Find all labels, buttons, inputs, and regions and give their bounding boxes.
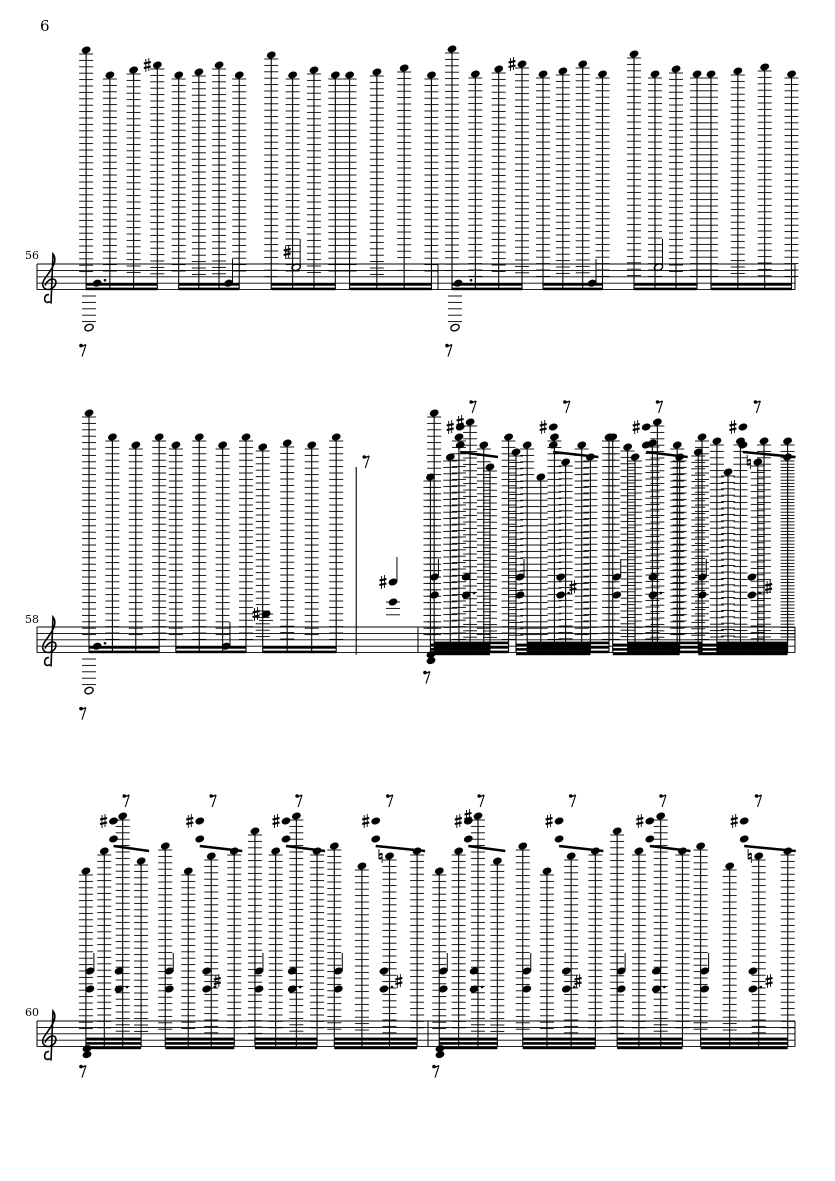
note-head bbox=[566, 852, 576, 861]
note-head bbox=[154, 433, 164, 442]
dot bbox=[573, 986, 576, 989]
beam bbox=[263, 651, 336, 654]
note-head bbox=[108, 817, 118, 826]
dot bbox=[760, 986, 763, 989]
note-head bbox=[281, 835, 291, 844]
note-head bbox=[118, 812, 128, 821]
note-head bbox=[753, 458, 763, 467]
natural-sign bbox=[379, 849, 382, 863]
note-head bbox=[558, 67, 568, 76]
note-head bbox=[379, 985, 389, 994]
eighth-rest bbox=[432, 1065, 439, 1078]
note-head bbox=[759, 437, 769, 446]
note-head bbox=[465, 418, 475, 427]
beam bbox=[165, 1047, 234, 1050]
beam bbox=[516, 644, 590, 647]
note-head bbox=[503, 433, 513, 442]
note-head bbox=[548, 441, 558, 450]
eighth-rest bbox=[295, 794, 302, 807]
dot bbox=[104, 279, 107, 282]
note-head bbox=[494, 65, 504, 74]
beam bbox=[613, 644, 680, 647]
treble-clef bbox=[43, 617, 56, 667]
note-head bbox=[194, 68, 204, 77]
note-head bbox=[331, 433, 341, 442]
treble-clef bbox=[43, 254, 56, 304]
note-head bbox=[549, 433, 559, 442]
sharp-sign bbox=[362, 814, 369, 828]
sharp-sign bbox=[729, 420, 736, 434]
note-head bbox=[307, 441, 317, 450]
note-head bbox=[747, 573, 757, 582]
note-head bbox=[287, 71, 297, 80]
note-head bbox=[447, 45, 457, 54]
beam bbox=[334, 1038, 417, 1041]
note-head bbox=[650, 70, 660, 79]
eighth-rest bbox=[477, 794, 484, 807]
note-head bbox=[174, 71, 184, 80]
note-head bbox=[92, 279, 102, 288]
beam bbox=[350, 283, 432, 286]
note-head bbox=[747, 591, 757, 600]
beam bbox=[701, 1047, 788, 1050]
note-head bbox=[291, 812, 301, 821]
note-head bbox=[645, 835, 655, 844]
note-head bbox=[218, 441, 228, 450]
note-head bbox=[426, 656, 436, 665]
dot bbox=[391, 986, 394, 989]
note-head bbox=[214, 61, 224, 70]
measure-number-58: 58 bbox=[25, 613, 39, 626]
note-head bbox=[536, 473, 546, 482]
note-head bbox=[92, 642, 102, 651]
sharp-sign bbox=[447, 420, 454, 434]
note-head bbox=[754, 852, 764, 861]
beam bbox=[430, 648, 490, 651]
note-head bbox=[648, 591, 658, 600]
note-head bbox=[652, 418, 662, 427]
dot bbox=[126, 986, 129, 989]
sharp-sign bbox=[100, 814, 107, 828]
beam bbox=[516, 648, 590, 651]
note-head bbox=[556, 573, 566, 582]
note-head bbox=[271, 847, 281, 856]
note-head bbox=[672, 441, 682, 450]
note-head bbox=[266, 51, 276, 60]
beam bbox=[698, 648, 787, 651]
note-head bbox=[634, 847, 644, 856]
beam bbox=[271, 288, 335, 291]
note-head bbox=[748, 967, 758, 976]
note-head bbox=[629, 50, 639, 59]
sharp-sign bbox=[731, 814, 738, 828]
beam bbox=[701, 1042, 788, 1045]
beam bbox=[523, 1038, 596, 1041]
note-head bbox=[287, 967, 297, 976]
beam bbox=[86, 288, 157, 291]
eighth-rest bbox=[754, 400, 761, 413]
note-head bbox=[434, 867, 444, 876]
note-head bbox=[152, 61, 162, 70]
beam bbox=[439, 1038, 497, 1041]
note-head bbox=[560, 458, 570, 467]
sharp-sign bbox=[575, 974, 582, 988]
note-head bbox=[760, 63, 770, 72]
note-head bbox=[450, 323, 460, 332]
note-head bbox=[455, 423, 465, 432]
note-head bbox=[748, 985, 758, 994]
note-head bbox=[479, 441, 489, 450]
beam bbox=[452, 288, 522, 291]
note-head bbox=[517, 60, 527, 69]
note-head bbox=[696, 842, 706, 851]
beam bbox=[701, 1038, 788, 1041]
note-head bbox=[82, 1050, 92, 1059]
beam bbox=[176, 646, 246, 649]
beam bbox=[86, 1042, 141, 1045]
note-head bbox=[577, 441, 587, 450]
note-head bbox=[435, 1050, 445, 1059]
note-head bbox=[712, 437, 722, 446]
note-head bbox=[309, 66, 319, 75]
note-head bbox=[287, 985, 297, 994]
note-head bbox=[426, 71, 436, 80]
sharp-sign bbox=[569, 580, 576, 594]
note-head bbox=[108, 835, 118, 844]
note-head bbox=[485, 463, 495, 472]
dot bbox=[473, 592, 476, 595]
beam bbox=[543, 288, 603, 291]
eighth-rest bbox=[755, 794, 762, 807]
note-head bbox=[81, 867, 91, 876]
note-head bbox=[183, 867, 193, 876]
note-head bbox=[84, 323, 94, 332]
beam bbox=[255, 1042, 317, 1045]
note-head bbox=[429, 409, 439, 418]
note-head bbox=[786, 70, 796, 79]
note-head bbox=[733, 67, 743, 76]
note-head bbox=[454, 847, 464, 856]
beam bbox=[89, 651, 159, 654]
sharp-sign bbox=[509, 57, 516, 71]
eighth-rest bbox=[362, 455, 369, 468]
beam bbox=[255, 1047, 317, 1050]
sharp-sign bbox=[144, 58, 151, 72]
measure-number-60: 60 bbox=[25, 1006, 39, 1019]
beam bbox=[334, 1042, 417, 1045]
note-head bbox=[648, 573, 658, 582]
beam bbox=[460, 452, 498, 457]
note-head bbox=[522, 441, 532, 450]
beam bbox=[165, 1038, 234, 1041]
beam bbox=[86, 1047, 141, 1050]
beam bbox=[452, 283, 522, 286]
eighth-rest bbox=[79, 344, 86, 357]
note-head bbox=[399, 64, 409, 73]
note-head bbox=[706, 70, 716, 79]
note-head bbox=[330, 71, 340, 80]
note-head bbox=[651, 967, 661, 976]
beam bbox=[523, 1042, 596, 1045]
beam bbox=[711, 283, 792, 286]
note-head bbox=[241, 433, 251, 442]
sharp-sign bbox=[766, 974, 773, 988]
note-head bbox=[725, 862, 735, 871]
sharp-sign bbox=[633, 420, 640, 434]
note-head bbox=[250, 827, 260, 836]
note-head bbox=[492, 857, 502, 866]
beam bbox=[263, 646, 336, 649]
beam bbox=[179, 288, 240, 291]
note-head bbox=[671, 65, 681, 74]
natural-sign bbox=[748, 849, 751, 863]
eighth-rest bbox=[659, 794, 666, 807]
note-head bbox=[455, 441, 465, 450]
measure-number-56: 56 bbox=[25, 249, 39, 262]
sharp-sign bbox=[273, 814, 280, 828]
note-head bbox=[641, 423, 651, 432]
eighth-rest bbox=[386, 794, 393, 807]
note-head bbox=[84, 686, 94, 695]
sharp-sign bbox=[455, 814, 462, 828]
note-head bbox=[511, 448, 521, 457]
eighth-rest bbox=[79, 1065, 86, 1078]
beam bbox=[430, 644, 490, 647]
note-head bbox=[454, 433, 464, 442]
note-head bbox=[723, 468, 733, 477]
beam bbox=[698, 644, 787, 647]
note-head bbox=[194, 433, 204, 442]
beam bbox=[86, 1038, 141, 1041]
beam bbox=[165, 1042, 234, 1045]
note-head bbox=[84, 409, 94, 418]
note-head bbox=[107, 433, 117, 442]
beam bbox=[698, 653, 787, 656]
note-head bbox=[99, 847, 109, 856]
dot bbox=[470, 279, 473, 282]
note-head bbox=[105, 71, 115, 80]
note-head bbox=[202, 967, 212, 976]
beam bbox=[617, 1047, 682, 1050]
beam bbox=[468, 846, 505, 851]
beam bbox=[334, 1047, 417, 1050]
page-number: 6 bbox=[40, 17, 50, 35]
beam bbox=[176, 651, 246, 654]
dot bbox=[104, 642, 107, 645]
note-head bbox=[171, 441, 181, 450]
note-head bbox=[645, 817, 655, 826]
beam bbox=[255, 1038, 317, 1041]
system-3 bbox=[37, 794, 796, 1077]
note-head bbox=[371, 835, 381, 844]
note-head bbox=[371, 817, 381, 826]
dot bbox=[660, 592, 663, 595]
beam bbox=[711, 288, 792, 291]
note-head bbox=[453, 279, 463, 288]
note-head bbox=[692, 70, 702, 79]
note-head bbox=[556, 591, 566, 600]
note-head bbox=[782, 437, 792, 446]
eighth-rest bbox=[445, 344, 452, 357]
beam bbox=[613, 648, 680, 651]
note-head bbox=[379, 967, 389, 976]
eighth-rest bbox=[569, 794, 576, 807]
beam bbox=[634, 288, 697, 291]
note-head bbox=[202, 985, 212, 994]
note-head bbox=[739, 817, 749, 826]
note-head bbox=[357, 862, 367, 871]
dot bbox=[481, 986, 484, 989]
note-head bbox=[128, 66, 138, 75]
note-head bbox=[136, 857, 146, 866]
beam bbox=[523, 1047, 596, 1050]
note-head bbox=[258, 443, 268, 452]
sharp-sign bbox=[636, 814, 643, 828]
beam bbox=[114, 846, 150, 851]
beam bbox=[516, 653, 590, 656]
system-1 bbox=[37, 45, 799, 357]
note-head bbox=[131, 441, 141, 450]
note-head bbox=[81, 46, 91, 55]
note-head bbox=[344, 71, 354, 80]
dot bbox=[759, 592, 762, 595]
note-head bbox=[554, 835, 564, 844]
note-head bbox=[561, 967, 571, 976]
sharp-sign bbox=[186, 814, 193, 828]
note-head bbox=[738, 423, 748, 432]
beam bbox=[350, 288, 432, 291]
note-head bbox=[473, 812, 483, 821]
note-head bbox=[548, 423, 558, 432]
note-head bbox=[281, 817, 291, 826]
note-head bbox=[739, 835, 749, 844]
note-head bbox=[160, 842, 170, 851]
eighth-rest bbox=[79, 707, 86, 720]
beam bbox=[617, 1038, 682, 1041]
note-head bbox=[463, 835, 473, 844]
eighth-rest bbox=[209, 794, 216, 807]
note-head bbox=[578, 60, 588, 69]
note-head bbox=[282, 439, 292, 448]
note-head bbox=[622, 443, 632, 452]
note-head bbox=[384, 852, 394, 861]
note-head bbox=[329, 842, 339, 851]
beam bbox=[430, 653, 490, 656]
note-head bbox=[206, 852, 216, 861]
eighth-rest bbox=[656, 400, 663, 413]
note-head bbox=[597, 70, 607, 79]
beam bbox=[439, 1047, 497, 1050]
note-head bbox=[554, 817, 564, 826]
note-head bbox=[195, 835, 205, 844]
note-head bbox=[651, 985, 661, 994]
note-head bbox=[542, 867, 552, 876]
sharp-sign bbox=[395, 974, 402, 988]
sharp-sign bbox=[379, 575, 386, 589]
sharp-sign bbox=[253, 607, 260, 621]
note-head bbox=[234, 71, 244, 80]
sharp-sign bbox=[540, 420, 547, 434]
eighth-rest bbox=[469, 400, 476, 413]
note-head bbox=[470, 70, 480, 79]
note-head bbox=[656, 812, 666, 821]
dot bbox=[299, 986, 302, 989]
dot bbox=[567, 592, 570, 595]
beam bbox=[617, 1042, 682, 1045]
note-head bbox=[372, 68, 382, 77]
note-head bbox=[697, 433, 707, 442]
note-head bbox=[195, 817, 205, 826]
treble-clef bbox=[43, 1011, 56, 1061]
natural-sign bbox=[747, 455, 750, 469]
note-head bbox=[561, 985, 571, 994]
beam bbox=[439, 1042, 497, 1045]
note-head bbox=[538, 70, 548, 79]
note-head bbox=[612, 827, 622, 836]
beam bbox=[613, 653, 680, 656]
system-2 bbox=[37, 400, 796, 719]
beam bbox=[271, 283, 335, 286]
beam bbox=[634, 283, 697, 286]
note-head bbox=[518, 842, 528, 851]
dot bbox=[663, 986, 666, 989]
eighth-rest bbox=[563, 400, 570, 413]
sharp-sign bbox=[546, 814, 553, 828]
eighth-rest bbox=[122, 794, 129, 807]
eighth-rest bbox=[423, 671, 430, 684]
note-head bbox=[630, 453, 640, 462]
